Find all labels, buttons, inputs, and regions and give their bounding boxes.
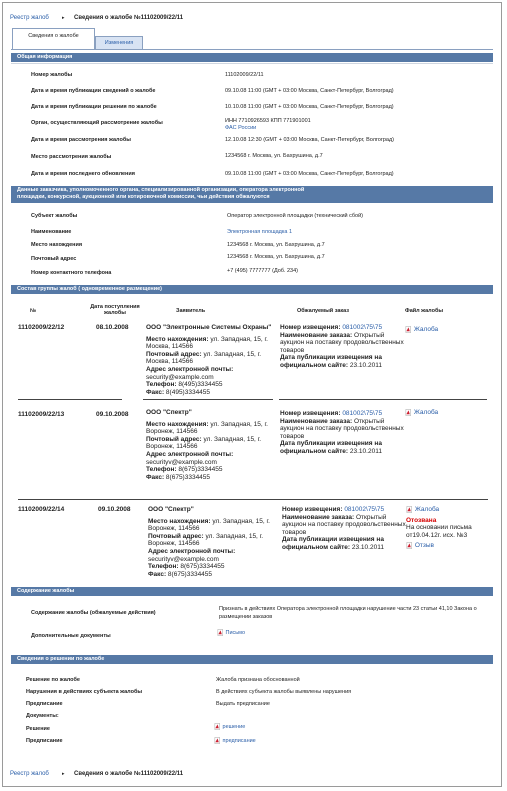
footer-current: Сведения о жалобе №11102009/22/11 bbox=[74, 771, 184, 777]
row-label: Нарушения в действиях субъекта жалобы bbox=[26, 689, 143, 695]
field-label: Адрес электронной почты: bbox=[148, 547, 236, 555]
field-label: Наименование заказа: bbox=[280, 331, 353, 339]
decision-link[interactable]: решение bbox=[222, 723, 246, 730]
field-value: securityv@example.com bbox=[146, 458, 217, 466]
applicant-info bbox=[148, 506, 283, 578]
applicant-postal bbox=[148, 533, 283, 548]
field-label: Телефон: bbox=[146, 466, 177, 474]
footer-root-link[interactable]: Реестр жалоб bbox=[10, 771, 49, 777]
recall-link[interactable]: Отзыв bbox=[414, 541, 434, 549]
order-info bbox=[280, 324, 410, 370]
pdf-file-icon bbox=[214, 737, 221, 744]
complaint-file-row[interactable] bbox=[406, 506, 491, 514]
field-value: 8(675)3334455 bbox=[164, 473, 211, 481]
field-label: Номер извещения: bbox=[280, 324, 341, 331]
row-separator bbox=[18, 399, 122, 400]
row-label: Номер контактного телефона bbox=[31, 270, 112, 276]
field-value: ул. Западная, 15, г. Воронеж, 114566 bbox=[146, 435, 262, 451]
row-label: Дата и время рассмотрения жалобы bbox=[31, 137, 131, 143]
row-label: Предписание bbox=[26, 738, 63, 744]
pdf-file-icon bbox=[217, 629, 224, 636]
applicant-info bbox=[146, 324, 281, 396]
field-label: Дата публикации извещения на официальном сайте: bbox=[280, 440, 382, 455]
recall-file-row[interactable] bbox=[406, 542, 491, 550]
pdf-file-icon bbox=[405, 409, 412, 416]
platform-link[interactable]: Электронная площадка 1 bbox=[227, 229, 293, 235]
notice-link[interactable]: 081002\75\75 bbox=[340, 324, 383, 331]
field-value: 23.10.2011 bbox=[348, 361, 382, 369]
row-label: Предписание bbox=[26, 701, 63, 707]
field-label: Факс: bbox=[146, 388, 165, 396]
field-label: Место нахождения: bbox=[146, 420, 209, 428]
field-label: Наименование заказа: bbox=[280, 417, 353, 425]
row-label: Дополнительные документы bbox=[31, 633, 111, 639]
divider bbox=[11, 63, 493, 64]
pdf-file-icon bbox=[406, 506, 413, 513]
field-value: 23.10.2011 bbox=[350, 543, 384, 551]
section-customer bbox=[11, 186, 493, 203]
row-label: Субъект жалобы bbox=[31, 213, 78, 219]
field-value: ул. Западная, 15, г. Воронеж, 114566 bbox=[148, 517, 270, 533]
field-label: Место нахождения: bbox=[146, 335, 209, 343]
applicant-email bbox=[146, 451, 281, 466]
row-value: Выдать предписание bbox=[216, 701, 270, 707]
field-value: Открытый аукцион на поставку продовольственных товаров bbox=[282, 513, 406, 536]
received-date: 08.10.2008 bbox=[96, 324, 129, 331]
field-label: Почтовый адрес: bbox=[146, 435, 202, 443]
complaint-file[interactable] bbox=[405, 409, 438, 417]
prescription-link[interactable]: предписание bbox=[222, 737, 256, 744]
field-value: ул. Западная, 15, г. Москва, 114566 bbox=[146, 350, 262, 366]
tab-label: Изменения bbox=[104, 40, 134, 46]
complaint-number: 11102009/22/13 bbox=[18, 411, 65, 418]
field-label: Дата публикации извещения на официальном сайте: bbox=[282, 536, 384, 551]
field-label: Телефон: bbox=[148, 563, 179, 571]
applicant-info bbox=[146, 409, 281, 481]
col-header-num: № bbox=[30, 308, 37, 314]
order-info bbox=[280, 410, 410, 456]
field-label: Телефон: bbox=[146, 381, 177, 389]
pdf-file-icon bbox=[214, 723, 221, 730]
row-label: Место нахождения bbox=[31, 242, 83, 248]
section-decision: Сведения о решении по жалобе bbox=[11, 655, 493, 664]
pdf-file-icon bbox=[406, 542, 413, 549]
applicant-postal bbox=[146, 436, 281, 451]
col-header-file: Файл жалобы bbox=[405, 308, 444, 314]
section-title-line2: площадки, конкурсной, аукционной или котировочной комиссии, чьи действия обжалуются bbox=[17, 194, 270, 200]
applicant-name: ООО "Спектр" bbox=[146, 409, 192, 416]
row-value: +7 (495) 7777777 (Доб. 234) bbox=[227, 268, 298, 274]
tab-complaint-info[interactable] bbox=[12, 28, 95, 50]
complaint-file-link[interactable]: Жалоба bbox=[414, 506, 440, 514]
notice-link[interactable]: 081002\75\75 bbox=[342, 506, 385, 513]
row-value: 12.10.08 12:30 (GMT + 03:00 Москва, Санкт-Петербург, Волгоград) bbox=[225, 137, 395, 143]
row-value: В действиях субъекта жалобы выявлены нарушения bbox=[216, 689, 352, 695]
field-label: Адрес электронной почты: bbox=[146, 450, 234, 458]
section-general: Общая информация bbox=[11, 53, 493, 62]
received-date: 09.10.2008 bbox=[96, 411, 129, 418]
row-value: 11102009/22/11 bbox=[225, 72, 264, 78]
row-label: Содержание жалобы (обжалуемые действия) bbox=[31, 610, 156, 616]
applicant-phone bbox=[146, 381, 281, 389]
field-label: Номер извещения: bbox=[280, 410, 341, 417]
section-title-line1: Данные заказчика, уполномоченного органа, специализированной организации, оператора электронной bbox=[17, 187, 305, 193]
row-label: Номер жалобы bbox=[31, 72, 73, 78]
row-value: ИНН 7710926593 КПП 771901001 bbox=[225, 118, 311, 124]
row-value: 1234568 г. Москва, ул. Бахрушина, д.7 bbox=[227, 254, 325, 260]
applicant-phone bbox=[148, 563, 283, 571]
field-value: security@example.com bbox=[146, 373, 214, 381]
row-value: Оператор электронной площадки (технический сбой) bbox=[227, 213, 364, 219]
field-value: 23.10.2011 bbox=[348, 447, 382, 455]
fas-link[interactable]: ФАС России bbox=[225, 125, 257, 131]
row-value: Признать в действиях Оператора электронной площадки нарушение части 23 статьи 41,10 Закона о размещении заказов bbox=[219, 606, 477, 620]
field-label: Место нахождения: bbox=[148, 517, 211, 525]
field-value: Открытый аукцион на поставку продовольственных товаров bbox=[280, 417, 404, 440]
col-header-applicant: Заявитель bbox=[176, 308, 206, 314]
applicant-phone bbox=[146, 466, 281, 474]
footer-separator-icon: ▸ bbox=[62, 771, 65, 777]
row-label: Решение по жалобе bbox=[26, 677, 80, 683]
row-value: 09.10.08 11:00 (GMT + 03:00 Москва, Санкт-Петербург, Волгоград) bbox=[225, 171, 394, 177]
applicant-email bbox=[146, 366, 281, 381]
row-value: 10.10.08 11:00 (GMT + 03:00 Москва, Санкт-Петербург, Волгоград) bbox=[225, 104, 394, 110]
field-value: 8(675)3334455 bbox=[178, 563, 225, 571]
row-label: Место рассмотрения жалобы bbox=[31, 154, 112, 160]
breadcrumb-current: Сведения о жалобе №11102009/22/11 bbox=[74, 15, 184, 21]
applicant-fax bbox=[146, 474, 281, 482]
tab-label: Сведения о жалобе bbox=[28, 33, 79, 39]
row-separator bbox=[18, 499, 488, 500]
row-label: Документы: bbox=[26, 713, 59, 719]
col-header-order: Обжалуемый заказ bbox=[297, 308, 350, 314]
letter-link[interactable]: Письмо bbox=[225, 629, 246, 636]
col-header-date: Дата поступления жалобы bbox=[90, 304, 140, 316]
applicant-fax bbox=[148, 571, 283, 579]
complaint-file-link[interactable]: Жалоба bbox=[413, 409, 439, 417]
additional-doc[interactable] bbox=[217, 629, 245, 636]
complaint-file bbox=[406, 506, 491, 549]
row-label: Решение bbox=[26, 726, 50, 732]
row-label: Дата и время последнего обновления bbox=[31, 171, 135, 177]
received-date: 09.10.2008 bbox=[98, 506, 131, 513]
row-value: Жалоба признана обоснованной bbox=[216, 677, 300, 683]
withdrawn-note: На основании письма от19.04.12г. исх. №3 bbox=[406, 524, 472, 539]
complaint-file-link[interactable]: Жалоба bbox=[413, 326, 439, 334]
field-value: ул. Западная, 15, г. Воронеж, 114566 bbox=[148, 532, 264, 548]
prescription-doc[interactable] bbox=[214, 737, 256, 744]
complaint-file[interactable] bbox=[405, 326, 438, 334]
applicant-location bbox=[146, 336, 281, 351]
field-value: 8(675)3334455 bbox=[176, 466, 223, 474]
complaint-number: 11102009/22/14 bbox=[18, 506, 65, 513]
field-value: securityv@example.com bbox=[148, 555, 219, 563]
breadcrumb-root-link[interactable]: Реестр жалоб bbox=[10, 15, 49, 21]
applicant-email bbox=[148, 548, 283, 563]
applicant-location bbox=[148, 518, 283, 533]
pdf-file-icon bbox=[405, 326, 412, 333]
field-label: Дата публикации извещения на официальном сайте: bbox=[280, 354, 382, 369]
decision-doc[interactable] bbox=[214, 723, 245, 730]
field-value: 8(495)3334455 bbox=[164, 388, 211, 396]
row-value: 1234568 г. Москва, ул. Бахрушина, д.7 bbox=[225, 153, 323, 159]
row-separator bbox=[143, 399, 273, 400]
field-label: Почтовый адрес: bbox=[146, 350, 202, 358]
field-value: ул. Западная, 15, г. Москва, 114566 bbox=[146, 335, 268, 351]
applicant-name: ООО "Электронные Системы Охраны" bbox=[146, 324, 272, 331]
field-value: ул. Западная, 15, г. Воронеж, 114566 bbox=[146, 420, 268, 436]
notice-link[interactable]: 081002\75\75 bbox=[340, 410, 383, 417]
breadcrumb-separator-icon: ▸ bbox=[62, 15, 65, 21]
field-label: Почтовый адрес: bbox=[148, 532, 204, 540]
row-label: Дата и время публикации решения по жалобе bbox=[31, 104, 157, 110]
section-content: Содержание жалобы bbox=[11, 587, 493, 596]
order-info bbox=[282, 506, 412, 552]
tab-underline bbox=[11, 49, 493, 50]
row-separator bbox=[279, 399, 487, 400]
field-label: Адрес электронной почты: bbox=[146, 365, 234, 373]
field-value: 8(675)3334455 bbox=[166, 570, 213, 578]
field-value: Открытый аукцион на поставку продовольственных товаров bbox=[280, 331, 404, 354]
applicant-location bbox=[146, 421, 281, 436]
field-value: 8(495)3334455 bbox=[176, 381, 223, 389]
field-label: Факс: bbox=[146, 473, 165, 481]
applicant-postal bbox=[146, 351, 281, 366]
section-group: Состав группы жалоб ( одновременное размещение) bbox=[11, 285, 493, 294]
row-value: 09.10.08 11:00 (GMT + 03:00 Москва, Санкт-Петербург, Волгоград) bbox=[225, 88, 394, 94]
applicant-name: ООО "Спектр" bbox=[148, 506, 194, 513]
complaint-number: 11102009/22/12 bbox=[18, 324, 65, 331]
row-label: Почтовый адрес bbox=[31, 256, 77, 262]
field-label: Наименование заказа: bbox=[282, 513, 355, 521]
applicant-fax bbox=[146, 389, 281, 397]
row-label: Орган, осуществляющий рассмотрение жалобы bbox=[31, 120, 163, 126]
field-label: Факс: bbox=[148, 570, 167, 578]
row-label: Наименование bbox=[31, 229, 72, 235]
withdrawn-status: Отозвана bbox=[406, 516, 437, 524]
row-label: Дата и время публикации сведений о жалобе bbox=[31, 88, 156, 94]
row-value: 1234568 г. Москва, ул. Бахрушина, д.7 bbox=[227, 242, 325, 248]
field-label: Номер извещения: bbox=[282, 506, 343, 513]
tab-changes[interactable] bbox=[95, 36, 143, 50]
